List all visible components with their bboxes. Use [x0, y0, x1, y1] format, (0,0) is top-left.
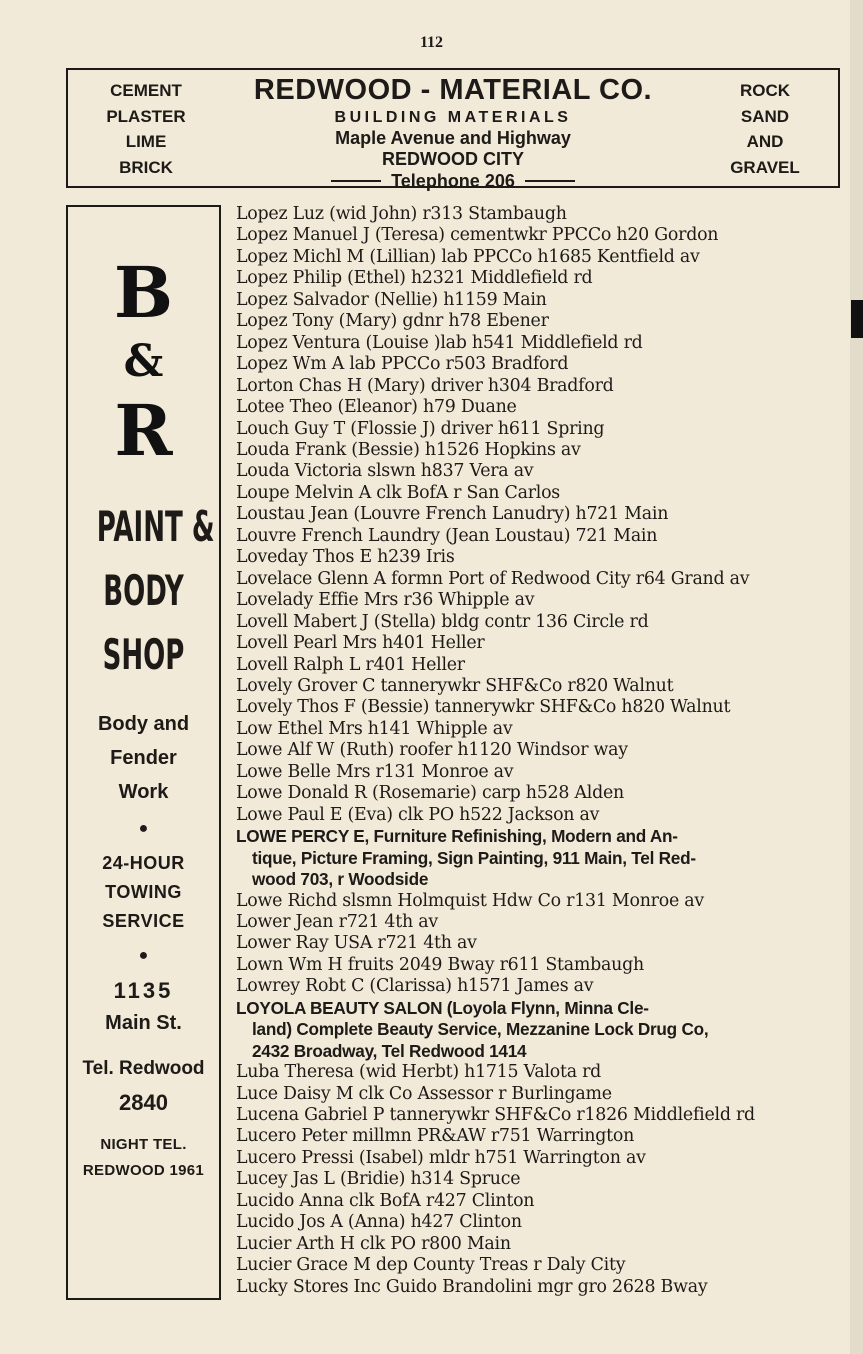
- featured-listing-line: 2432 Broadway, Tel Redwood 1414: [252, 1040, 527, 1061]
- list-item: Lucky Stores Inc Guido Brandolini mgr gro 2628 Bway: [236, 1276, 708, 1297]
- list-item: Lopez Michl M (Lillian) lab PPCCo h1685 Kentfield av: [236, 246, 700, 267]
- thumb-index-tab: [851, 300, 863, 338]
- list-item: Lovelace Glenn A formn Port of Redwood City r64 Grand av: [236, 568, 750, 589]
- list-item: Lovell Ralph L r401 Heller: [236, 654, 465, 675]
- header-left-item: PLASTER: [106, 106, 186, 126]
- list-item: Lopez Luz (wid John) r313 Stambaugh: [236, 204, 567, 224]
- header-ad-right-list: [695, 78, 835, 180]
- ad-towing-line: SERVICE: [102, 911, 185, 931]
- divider-dash: [331, 180, 381, 182]
- company-address-line2: REDWOOD CITY: [382, 149, 524, 169]
- ad-shop-line: SHOP: [102, 630, 185, 679]
- ad-tel-label: Tel. Redwood: [82, 1058, 205, 1079]
- list-item: Louda Frank (Bessie) h1526 Hopkins av: [236, 439, 581, 460]
- list-item: Louvre French Laundry (Jean Loustau) 721 Main: [236, 525, 658, 546]
- header-right-item: GRAVEL: [730, 157, 800, 177]
- ad-letter-b: B: [113, 251, 174, 334]
- company-address-line1: Maple Avenue and Highway: [335, 128, 571, 148]
- featured-listing: [236, 998, 846, 1062]
- bullet-icon: ●: [138, 820, 149, 837]
- ad-address-street: Main St.: [105, 1012, 182, 1034]
- list-item: Loupe Melvin A clk BofA r San Carlos: [236, 482, 560, 503]
- ad-paint-line: PAINT &: [96, 502, 215, 551]
- ad-service-line: Body and: [97, 713, 190, 735]
- ad-service-line: Fender: [110, 747, 177, 769]
- company-telephone: Telephone 206: [391, 171, 515, 191]
- list-item: Louch Guy T (Flossie J) driver h611 Spring: [236, 418, 605, 439]
- header-left-item: LIME: [125, 132, 167, 151]
- list-item: Lower Ray USA r721 4th av: [236, 933, 477, 954]
- header-left-item: BRICK: [119, 157, 173, 177]
- ad-night-label: NIGHT TEL.: [100, 1136, 187, 1153]
- ad-body-line: BODY: [103, 566, 184, 615]
- list-item: Lovely Grover C tannerywkr SHF&Co r820 Walnut: [236, 675, 674, 696]
- list-item: Lucier Grace M dep County Treas r Daly City: [236, 1255, 626, 1276]
- header-left-item: CEMENT: [110, 81, 182, 100]
- side-advertisement: [66, 205, 221, 1300]
- list-item: Lucena Gabriel P tannerywkr SHF&Co r1826 Middlefield rd: [236, 1105, 755, 1126]
- list-item: Lovell Pearl Mrs h401 Heller: [236, 633, 485, 654]
- list-item: Lopez Wm A lab PPCCo r503 Bradford: [236, 354, 569, 375]
- list-item: Lopez Manuel J (Teresa) cementwkr PPCCo h20 Gordon: [236, 225, 719, 246]
- list-item: Lucero Pressi (Isabel) mldr h751 Warrington av: [236, 1147, 646, 1168]
- company-tagline: BUILDING MATERIALS: [334, 109, 572, 126]
- company-name: REDWOOD - MATERIAL CO.: [253, 74, 653, 106]
- ad-address-number: 1135: [113, 978, 174, 1003]
- list-item: Lown Wm H fruits 2049 Bway r611 Stambaugh: [236, 954, 644, 975]
- featured-listing-line: wood 703, r Woodside: [252, 869, 429, 890]
- list-item: Lowrey Robt C (Clarissa) h1571 James av: [236, 976, 594, 997]
- list-item: Lowe Donald R (Rosemarie) carp h528 Alden: [236, 783, 624, 804]
- list-item: Lopez Tony (Mary) gdnr h78 Ebener: [236, 311, 549, 332]
- list-item: Lopez Ventura (Louise )lab h541 Middlefield rd: [236, 332, 643, 353]
- page-number: 112: [419, 34, 444, 51]
- list-item: Lopez Philip (Ethel) h2321 Middlefield rd: [236, 268, 593, 289]
- list-item: Lovelady Effie Mrs r36 Whipple av: [236, 590, 535, 611]
- header-advertisement: [66, 68, 840, 191]
- list-item: Lovely Thos F (Bessie) tannerywkr SHF&Co h820 Walnut: [236, 697, 731, 718]
- list-item: Lowe Richd slsmn Holmquist Hdw Co r131 Monroe av: [236, 890, 704, 911]
- list-item: Lucido Jos A (Anna) h427 Clinton: [236, 1212, 522, 1233]
- featured-listing-line: LOYOLA BEAUTY SALON (Loyola Flynn, Minna Cle-: [236, 997, 649, 1018]
- ad-towing-line: TOWING: [105, 882, 182, 902]
- list-item: Lowe Paul E (Eva) clk PO h522 Jackson av: [236, 804, 600, 825]
- list-item: Lowe Belle Mrs r131 Monroe av: [236, 761, 514, 782]
- featured-listing-line: tique, Picture Framing, Sign Painting, 911 Main, Tel Red-: [252, 847, 696, 868]
- header-right-item: SAND: [740, 106, 790, 126]
- header-right-item: ROCK: [739, 81, 791, 100]
- bullet-icon: ●: [138, 947, 149, 964]
- list-item: Lowe Alf W (Ruth) roofer h1120 Windsor way: [236, 740, 628, 761]
- company-phone-row: [218, 170, 688, 192]
- ad-service-line: Work: [118, 781, 169, 803]
- ad-towing-line: 24-HOUR: [102, 853, 185, 873]
- ad-tel-number: 2840: [119, 1090, 168, 1115]
- ad-night-number: REDWOOD 1961: [82, 1162, 205, 1179]
- divider-dash: [525, 180, 575, 182]
- featured-listing-line: LOWE PERCY E, Furniture Refinishing, Modern and An-: [236, 826, 678, 847]
- featured-listing-line: land) Complete Beauty Service, Mezzanine Lock Drug Co,: [252, 1019, 709, 1040]
- page-edge: [850, 0, 863, 1354]
- featured-listing: [236, 826, 846, 890]
- list-item: Luce Daisy M clk Co Assessor r Burlingame: [236, 1083, 612, 1104]
- list-item: Loveday Thos E h239 Iris: [236, 547, 455, 568]
- header-ad-left-list: [76, 78, 216, 180]
- list-item: Lower Jean r721 4th av: [236, 911, 438, 932]
- list-item: Lorton Chas H (Mary) driver h304 Bradford: [236, 375, 614, 396]
- list-item: Luba Theresa (wid Herbt) h1715 Valota rd: [236, 1062, 602, 1083]
- ad-letter-r: R: [114, 389, 173, 472]
- list-item: Lucey Jas L (Bridie) h314 Spruce: [236, 1169, 521, 1190]
- ad-ampersand: &: [123, 336, 164, 387]
- header-ad-center: [218, 72, 688, 192]
- list-item: Lovell Mabert J (Stella) bldg contr 136 Circle rd: [236, 611, 649, 632]
- list-item: Lotee Theo (Eleanor) h79 Duane: [236, 397, 517, 418]
- list-item: Lucido Anna clk BofA r427 Clinton: [236, 1190, 535, 1211]
- directory-listings: [236, 204, 846, 1298]
- list-item: Low Ethel Mrs h141 Whipple av: [236, 718, 513, 739]
- list-item: Louda Victoria slswn h837 Vera av: [236, 461, 534, 482]
- list-item: Lucero Peter millmn PR&AW r751 Warrington: [236, 1126, 635, 1147]
- list-item: Lopez Salvador (Nellie) h1159 Main: [236, 289, 547, 310]
- list-item: Loustau Jean (Louvre French Lanudry) h721 Main: [236, 504, 669, 525]
- header-right-item: AND: [746, 132, 784, 151]
- list-item: Lucier Arth H clk PO r800 Main: [236, 1233, 511, 1254]
